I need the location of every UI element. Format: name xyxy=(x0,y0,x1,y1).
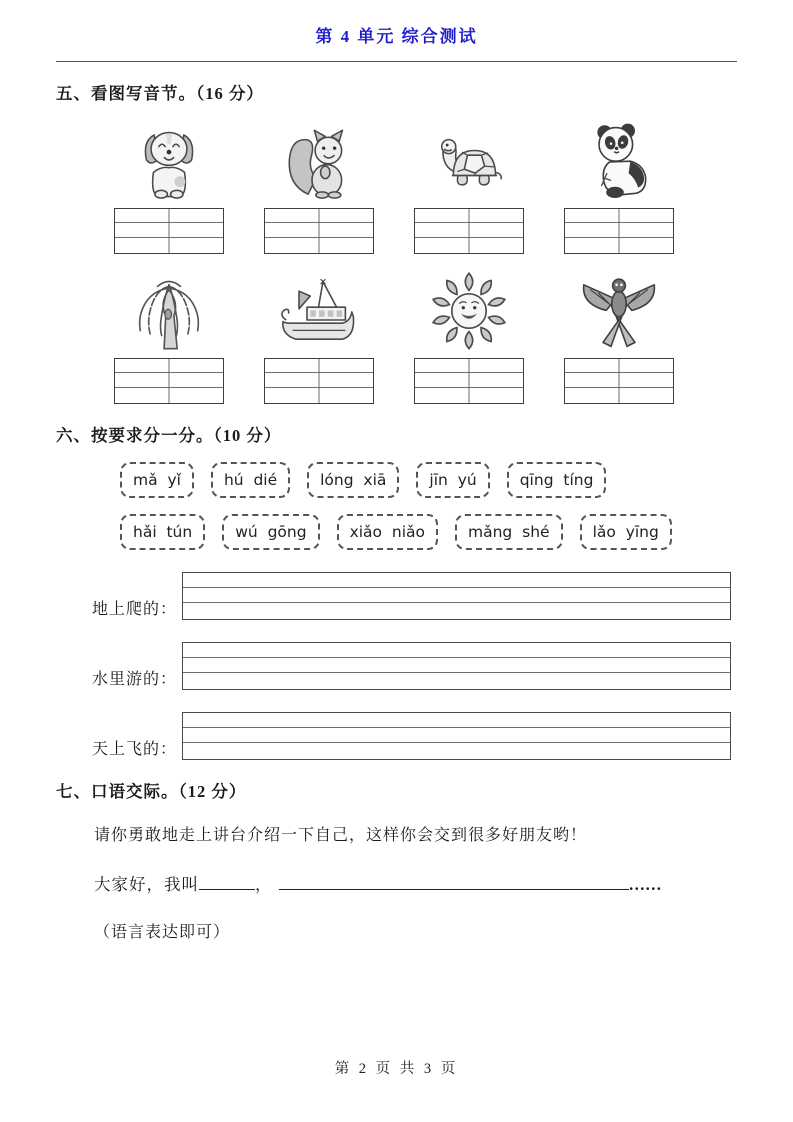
word-card: lóng xiā xyxy=(307,462,399,498)
pinyin-writing-grid[interactable] xyxy=(264,358,374,404)
pinyin-writing-grid[interactable] xyxy=(564,208,674,254)
category-label: 地上爬的： xyxy=(92,601,178,618)
panda-icon xyxy=(577,120,661,202)
picture-cell-squirrel xyxy=(244,120,394,254)
eagle-kite-icon xyxy=(572,270,666,352)
word-card: hǎi tún xyxy=(120,514,205,550)
picture-grid xyxy=(94,120,694,404)
category-label: 水里游的： xyxy=(92,671,178,688)
word-card-row-2 xyxy=(120,514,737,550)
squirrel-icon xyxy=(279,120,359,202)
intro-blank[interactable] xyxy=(279,873,629,891)
pinyin-writing-grid[interactable] xyxy=(264,208,374,254)
pinyin-writing-grid[interactable] xyxy=(564,358,674,404)
picture-cell-willow xyxy=(94,270,244,404)
word-card: wú gōng xyxy=(222,514,319,550)
category-answer-lines[interactable] xyxy=(182,712,731,760)
grading-note: （语言表达即可） xyxy=(94,924,231,941)
answer-ellipsis: …… xyxy=(628,875,662,894)
word-card: xiǎo niǎo xyxy=(337,514,438,550)
section5-title: 五、看图写音节。（16 分） xyxy=(56,84,264,103)
page-footer: 第 2 页 共 3 页 xyxy=(334,1061,459,1077)
willow-tree-icon xyxy=(122,270,216,352)
picture-cell-boat xyxy=(244,270,394,404)
picture-cell-puppy xyxy=(94,120,244,254)
header-divider xyxy=(56,61,737,62)
puppy-icon xyxy=(129,120,209,202)
turtle-icon xyxy=(426,120,512,202)
name-blank[interactable] xyxy=(199,873,255,891)
section6-title: 六、按要求分一分。（10 分） xyxy=(56,426,282,445)
word-card: lǎo yīng xyxy=(580,514,672,550)
pinyin-writing-grid[interactable] xyxy=(414,208,524,254)
category-label: 天上飞的： xyxy=(92,741,178,758)
picture-cell-sun xyxy=(394,270,544,404)
word-card: jīn yú xyxy=(416,462,489,498)
category-answer-lines[interactable] xyxy=(182,572,731,620)
oral-prompt: 请你勇敢地走上讲台介绍一下自己，这样你会交到很多好朋友哟！ xyxy=(94,827,588,844)
category-sky xyxy=(92,712,737,760)
sun-icon xyxy=(427,270,511,352)
word-card: mǎ yǐ xyxy=(120,462,194,498)
section7-title: 七、口语交际。（12 分） xyxy=(56,782,247,801)
page-title: 第 4 单元 综合测试 xyxy=(315,27,478,46)
word-card: hú dié xyxy=(211,462,290,498)
answer-comma: ， xyxy=(255,875,273,894)
word-card: mǎng shé xyxy=(455,514,563,550)
pinyin-writing-grid[interactable] xyxy=(414,358,524,404)
pinyin-writing-grid[interactable] xyxy=(114,208,224,254)
pinyin-writing-grid[interactable] xyxy=(114,358,224,404)
picture-cell-panda xyxy=(544,120,694,254)
answer-prefix: 大家好，我叫 xyxy=(94,875,199,894)
word-card-row-1 xyxy=(120,462,737,498)
category-ground xyxy=(92,572,737,620)
category-water xyxy=(92,642,737,690)
boat-icon xyxy=(269,270,369,352)
picture-cell-kite xyxy=(544,270,694,404)
word-card: qīng tíng xyxy=(507,462,607,498)
category-answer-lines[interactable] xyxy=(182,642,731,690)
answer-line xyxy=(94,871,737,895)
picture-cell-turtle xyxy=(394,120,544,254)
